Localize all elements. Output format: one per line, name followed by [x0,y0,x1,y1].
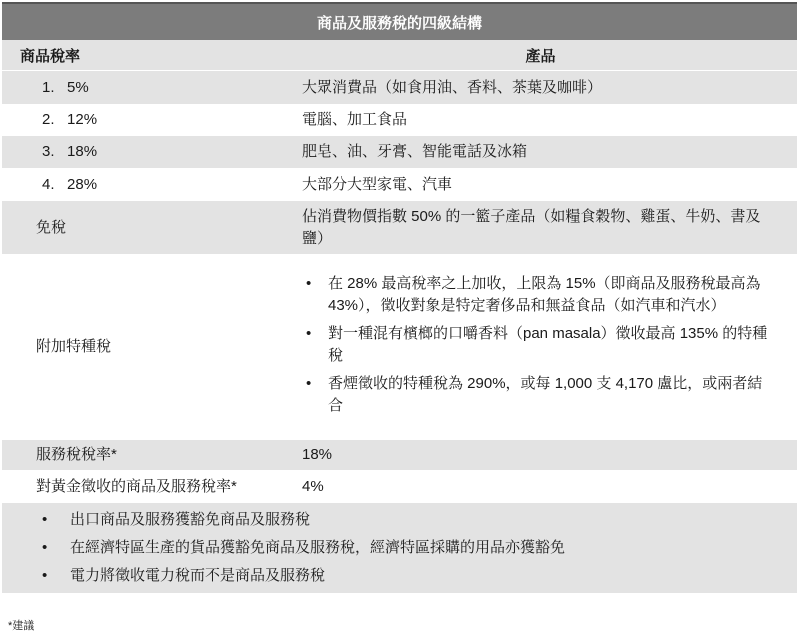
exempt-label: 免稅 [36,218,67,236]
cess-details [284,255,797,439]
footnote: *建議 [8,620,35,632]
table-row [2,201,797,255]
table-row [2,136,797,169]
product-cell: 電腦、加工食品 [302,111,408,128]
cess-item: • 對一種混有檳榔的口嚼香料（pan masala）徵收最高 135% 的特種稅 [302,323,773,367]
rate-label: 4. 28% [42,175,98,193]
table-row-cess [2,255,797,440]
table-row [2,169,797,201]
table-row [2,71,797,105]
rate-label: 2. 12% [42,111,98,128]
note-item: • 出口商品及服務獲豁免商品及服務稅 [2,509,797,531]
table-row-service [2,440,797,471]
note-item: • 在經濟特區生產的貨品獲豁免商品及服務稅，經濟特區採購的用品亦獲豁免 [2,537,797,559]
service-label: 服務稅稅率* [36,446,117,463]
service-value: 18% [302,446,333,463]
table-title: 商品及服務稅的四級結構 [2,2,797,40]
cess-label: 附加特種稅 [36,338,112,355]
notes-panel [2,503,797,593]
table-header [2,40,797,71]
table-row-gold [2,471,797,503]
cess-item: • 香煙徵收的特種稅為 290%，或每 1,000 支 4,170 盧比，或兩者結合 [302,373,773,417]
product-cell: 肥皂、油、牙膏、智能電話及冰箱 [302,143,528,160]
product-cell: 大眾消費品（如食用油、香料、茶葉及咖啡） [302,78,603,96]
gold-value: 4% [302,477,324,495]
gold-label: 對黃金徵收的商品及服務稅率* [36,477,237,495]
rate-label: 3. 18% [42,143,98,160]
cess-item: • 在 28% 最高稅率之上加收，上限為 15%（即商品及服務稅最高為 43%），徵收對象是特定奢侈品和無益食品（如汽車和汽水） [302,273,773,317]
header-tax-rate: 商品稅率 [20,47,81,65]
product-cell: 大部分大型家電、汽車 [302,175,453,193]
note-item: • 電力將徵收電力稅而不是商品及服務稅 [2,565,797,587]
product-cell: 佔消費物價指數 50% 的一籃子產品（如糧食穀物、雞蛋、牛奶、書及鹽） [302,207,761,247]
table-row [2,105,797,136]
gst-structure-table [2,2,797,593]
cess-list [302,271,773,423]
rate-label: 1. 5% [42,78,89,96]
header-products: 產品 [525,47,556,65]
